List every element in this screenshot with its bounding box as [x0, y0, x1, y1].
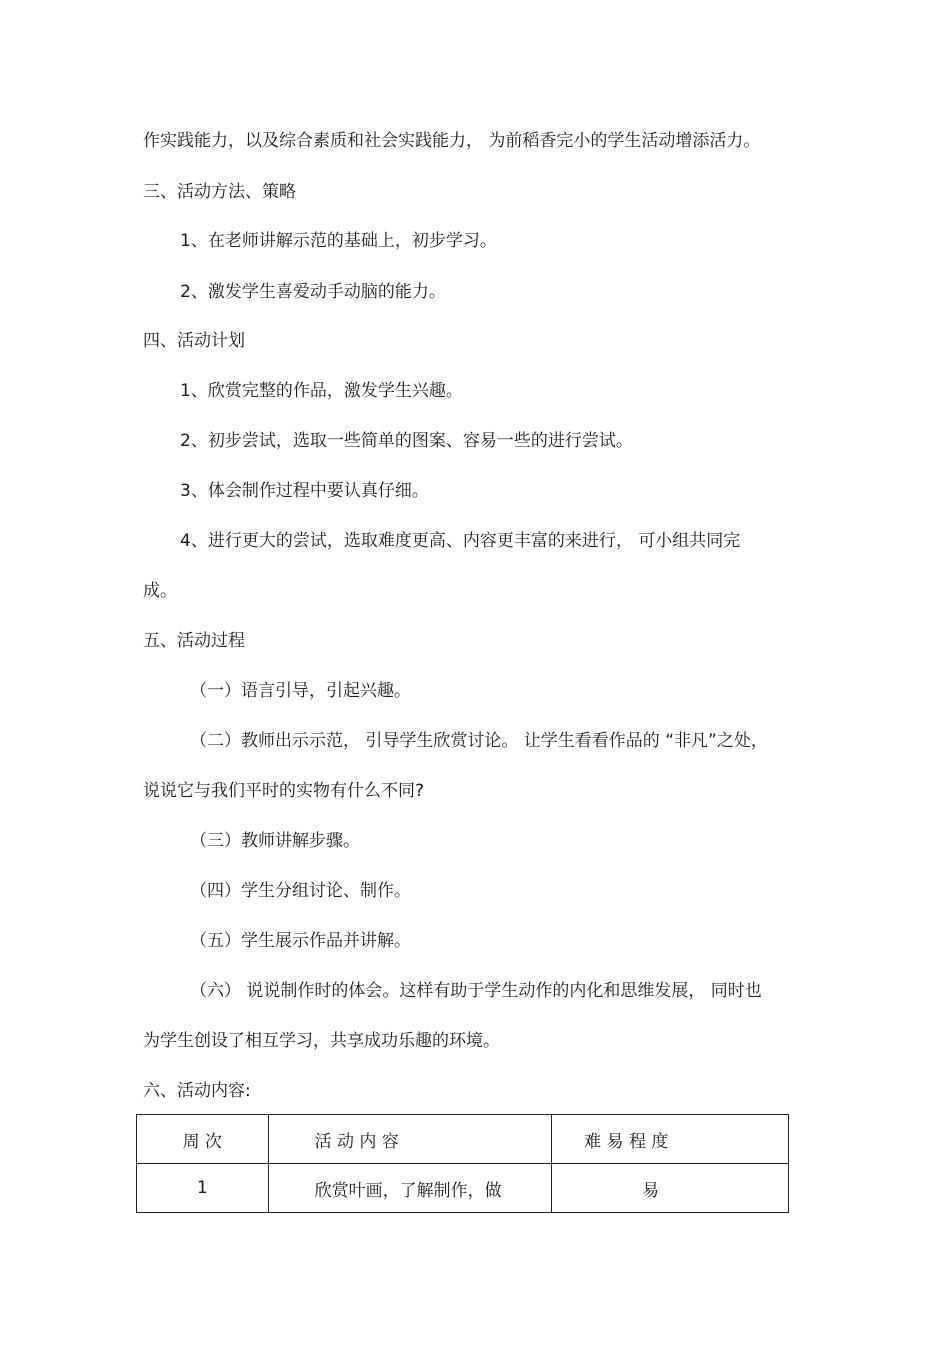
plan-item-3: 3、体会制作过程中要认真仔细。 — [180, 481, 429, 501]
section-heading-5: 五、活动过程 — [143, 631, 245, 651]
cell-week: 1 — [137, 1164, 269, 1213]
header-difficulty: 难 易 程 度 — [552, 1115, 789, 1164]
process-step-2-line-2: 说说它与我们平时的实物有什么不同? — [143, 781, 425, 801]
paragraph-intro-continuation: 作实践能力，以及综合素质和社会实践能力， 为前稻香完小的学生活动增添活力。 — [143, 131, 761, 151]
plan-item-2: 2、初步尝试，选取一些简单的图案、容易一些的进行尝试。 — [180, 431, 633, 451]
process-step-6-line-1: （六） 说说制作时的体会。这样有助于学生动作的内化和思维发展， 同时也 — [190, 981, 762, 1001]
process-step-5: （五）学生展示作品并讲解。 — [190, 931, 411, 951]
method-item-2: 2、激发学生喜爱动手动脑的能力。 — [180, 282, 446, 302]
table-row — [137, 1164, 789, 1213]
cell-difficulty: 易 — [552, 1164, 789, 1213]
process-step-1: （一）语言引导，引起兴趣。 — [190, 681, 411, 701]
plan-item-4-line-1: 4、进行更大的尝试，选取难度更高、内容更丰富的来进行， 可小组共同完 — [180, 531, 741, 551]
plan-item-1: 1、欣赏完整的作品，激发学生兴趣。 — [180, 381, 463, 401]
process-step-3: （三）教师讲解步骤。 — [190, 831, 360, 851]
header-content: 活 动 内 容 — [268, 1115, 552, 1164]
table-header-row — [137, 1115, 789, 1164]
header-week: 周 次 — [137, 1115, 269, 1164]
section-heading-6: 六、活动内容: — [143, 1081, 251, 1101]
method-item-1: 1、在老师讲解示范的基础上，初步学习。 — [180, 231, 497, 251]
section-heading-3: 三、活动方法、策略 — [143, 182, 296, 202]
process-step-2-line-1: （二）教师出示示范， 引导学生欣赏讨论。 让学生看看作品的 “非凡”之处， — [190, 731, 768, 751]
process-step-4: （四）学生分组讨论、制作。 — [190, 881, 411, 901]
process-step-6-line-2: 为学生创设了相互学习，共享成功乐趣的环境。 — [143, 1031, 500, 1051]
activity-content-table — [136, 1114, 789, 1213]
section-heading-4: 四、活动计划 — [143, 331, 245, 351]
cell-content: 欣赏叶画，了解制作，做 — [268, 1164, 552, 1213]
plan-item-4-line-2: 成。 — [143, 581, 177, 601]
